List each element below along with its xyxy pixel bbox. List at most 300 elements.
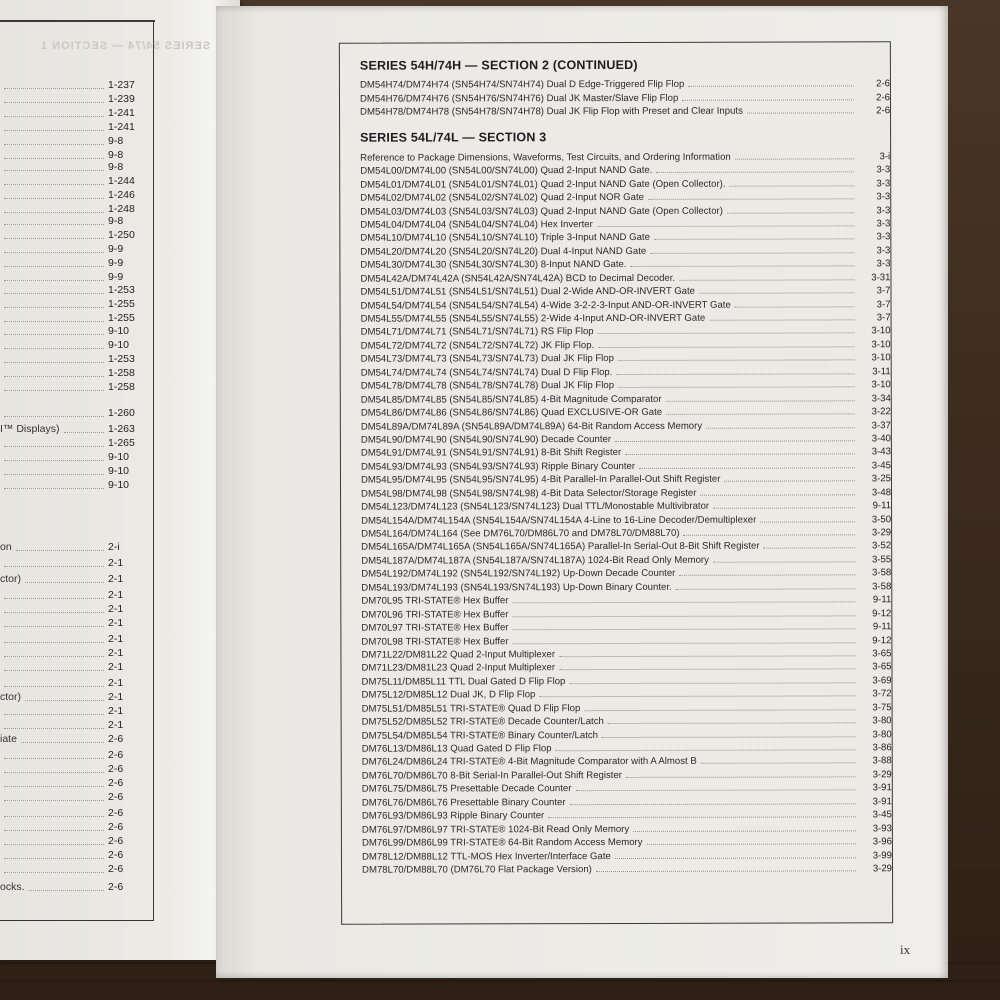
left-toc-entry (0, 270, 150, 284)
left-toc-entry (0, 572, 150, 586)
dot-leader (596, 870, 856, 872)
dot-leader (615, 440, 855, 442)
dot-leader (706, 427, 855, 428)
entry-page: 3-93 (872, 822, 892, 834)
dot-leader (4, 591, 104, 599)
entry-page: 2-1 (108, 633, 124, 645)
entry-page: 2-1 (108, 677, 124, 689)
dot-leader (4, 81, 104, 89)
entry-title: DM54L51/DM74L51 (SN54L51/SN74L51) Dual 2-Wide AND-OR-INVERT Gate (360, 285, 696, 298)
dot-leader (735, 158, 854, 159)
dot-leader (4, 217, 104, 225)
left-toc-entry (0, 120, 150, 134)
left-toc-entry (0, 92, 150, 106)
toc-entry (362, 753, 892, 768)
entry-page: 9-8 (108, 161, 124, 173)
entry-page: 2-6 (108, 749, 124, 761)
dot-leader (727, 212, 854, 213)
entry-title: DM70L98 TRI-STATE® Hex Buffer (361, 635, 509, 648)
dot-leader (633, 830, 856, 832)
dot-leader (4, 559, 104, 567)
entry-title: DM76L13/DM86L13 Quad Gated D Flip Flop (361, 743, 552, 755)
entry-title: DM76L70/DM86L70 8-Bit Serial-In Parallel-Out Shift Register (361, 769, 622, 782)
dot-leader (597, 225, 854, 227)
dot-leader (4, 163, 104, 171)
dot-leader (654, 239, 854, 241)
dot-leader (548, 817, 856, 819)
left-page-show-through-heading: SERIES 54/74 — SECTION 1 (40, 40, 211, 52)
dot-leader (4, 453, 104, 461)
entry-title: on (0, 541, 12, 553)
dot-leader (602, 736, 856, 738)
toc-entry (361, 458, 891, 473)
dot-leader (4, 369, 104, 377)
left-toc-entry (0, 106, 150, 120)
dot-leader (4, 649, 104, 657)
toc-entry (361, 377, 891, 392)
dot-leader (575, 790, 855, 792)
entry-page: 1-250 (108, 229, 135, 241)
toc-entry (360, 229, 890, 244)
entry-title: DM78L70/DM88L70 (DM76L70 Flat Package Version) (361, 864, 592, 876)
toc-entry (361, 404, 891, 419)
entry-title: DM54L78/DM74L78 (SN54L78/SN74L78) Dual JK Flip Flop (360, 380, 615, 392)
entry-page: 3-7 (876, 285, 891, 297)
toc-entry (360, 216, 890, 231)
toc-entry (361, 579, 891, 594)
dot-leader (4, 409, 104, 417)
dot-leader (598, 346, 854, 348)
entry-page: 2-6 (108, 849, 124, 861)
entry-title: DM54L71/DM74L71 (SN54L71/SN74L71) RS Flip Flop (360, 326, 594, 339)
entry-page: 1-241 (108, 107, 135, 119)
toc-entry (361, 538, 891, 553)
entry-page: 3-3 (876, 231, 891, 243)
dot-leader (21, 735, 104, 743)
entry-page: 2-1 (108, 589, 124, 601)
entry-page: 3-10 (871, 325, 891, 337)
entry-page: 3-10 (871, 352, 891, 364)
dot-leader (618, 360, 855, 362)
entry-page: 1-260 (108, 407, 135, 419)
entry-page: 1-246 (108, 189, 135, 201)
left-toc-entry (0, 78, 150, 92)
toc-entry (361, 605, 891, 620)
toc-entry (360, 90, 890, 105)
dot-leader (569, 682, 855, 684)
left-page (0, 0, 240, 960)
toc-entry (360, 149, 890, 164)
dot-leader (559, 669, 855, 671)
toc-entry (362, 740, 892, 755)
entry-page: 3-86 (872, 742, 892, 754)
left-toc-entry (0, 834, 150, 848)
dot-leader (648, 198, 854, 200)
entry-page: 1-241 (108, 121, 135, 133)
entry-title: DM71L23/DM81L23 Quad 2-Input Multiplexer (361, 662, 556, 675)
right-page (216, 6, 948, 978)
entry-title: DM75L52/DM85L52 TRI-STATE® Decade Counter/Latch (361, 716, 604, 728)
left-toc-entry (0, 616, 150, 630)
entry-title: DM76L76/DM86L76 Presettable Binary Counter (361, 796, 566, 809)
table-of-contents (360, 56, 892, 875)
toc-frame (339, 41, 893, 924)
entry-page: 2-1 (108, 647, 124, 659)
left-toc-entry (0, 450, 150, 464)
entry-title: DM54L165A/DM74L165A (SN54L165A/SN74L165A) Parallel-In Serial-Out 8-Bit Shift Register (361, 541, 760, 554)
dot-leader (747, 113, 854, 114)
dot-leader (570, 803, 856, 805)
entry-title: DM75L12/DM85L12 Dual JK, D Flip Flop (361, 689, 536, 701)
entry-title: DM78L12/DM88L12 TTL-MOS Hex Inverter/Interface Gate (361, 850, 611, 863)
entry-title: DM54L89A/DM74L89A (SN54L89A/DM74L89A) 64-Bit Random Access Memory (360, 420, 703, 433)
left-toc-entry (0, 776, 150, 790)
left-toc-entry (0, 406, 150, 420)
entry-page: 9-10 (108, 339, 130, 351)
entry-page: 3-3 (876, 258, 891, 270)
entry-title: DM54L193/DM74L193 (SN54L193/SN74L193) Up-Down Binary Counter. (361, 581, 672, 594)
entry-page: 1-237 (108, 79, 135, 91)
dot-leader (4, 151, 104, 159)
entry-page: 3-80 (872, 728, 892, 740)
dot-leader (4, 823, 104, 831)
dot-leader (4, 245, 104, 253)
entry-page: 1-258 (108, 381, 135, 393)
entry-title: DM54L42A/DM74L42A (SN54L42A/SN74L42A) BCD to Decimal Decoder. (360, 272, 676, 285)
dot-leader (4, 137, 104, 145)
left-toc-entry (0, 478, 150, 492)
entry-title: DM54L01/DM74L01 (SN54L01/SN74L01) Quad 2-Input NAND Gate (Open Collector). (360, 178, 726, 191)
toc-entry (361, 673, 891, 688)
dot-leader (4, 273, 104, 281)
dot-leader (512, 615, 855, 617)
entry-title: DM54L98/DM74L98 (SN54L98/SN74L98) 4-Bit Data Selector/Storage Register (361, 487, 697, 500)
entry-title: DM54L04/DM74L04 (SN54L04/SN74L04) Hex Inverter (360, 218, 593, 231)
left-toc-entry (0, 352, 150, 366)
entry-page: 3-7 (876, 312, 891, 324)
toc-entry (361, 525, 891, 540)
dot-leader (513, 628, 856, 630)
entry-page: 1-244 (108, 175, 135, 187)
left-toc-entry (0, 160, 150, 174)
entry-page: 3-3 (876, 177, 891, 189)
entry-title: DM54L10/DM74L10 (SN54L10/SN74L10) Triple 3-Input NAND Gate (360, 232, 650, 245)
toc-entry (361, 646, 891, 661)
dot-leader (650, 252, 854, 254)
dot-leader (4, 191, 104, 199)
toc-entry (361, 417, 891, 432)
entry-title: DM54L86/DM74L86 (SN54L86/SN74L86) Quad EXCLUSIVE-OR Gate (360, 406, 663, 419)
entry-title: DM54L30/DM74L30 (SN54L30/SN74L30) 8-Input NAND Gate. (360, 259, 627, 271)
toc-entry (361, 323, 891, 338)
left-toc-entry (0, 748, 150, 762)
left-toc-entry (0, 380, 150, 394)
toc-entry (361, 431, 891, 446)
entry-page: 2-1 (108, 603, 124, 615)
left-toc-entry (0, 556, 150, 570)
dot-leader (735, 306, 855, 307)
entry-title: DM54L164/DM74L164 (See DM76L70/DM86L70 and DM78L70/DM88L70) (361, 527, 680, 540)
left-toc-entry (0, 464, 150, 478)
section-heading: SERIES 54H/74H — SECTION 2 (CONTINUED) (359, 57, 638, 73)
entry-page: 3-75 (872, 701, 892, 714)
toc-entry (362, 834, 892, 849)
toc-entry (361, 592, 891, 607)
entry-page: 9-9 (108, 271, 124, 283)
toc-entry (361, 511, 891, 526)
entry-page: 3-48 (871, 486, 892, 499)
entry-page: 9-10 (108, 325, 130, 337)
toc-entry (362, 726, 892, 741)
entry-title: DM54L20/DM74L20 (SN54L20/SN74L20) Dual 4-Input NAND Gate (360, 245, 647, 258)
dot-leader (701, 763, 856, 764)
entry-title: DM71L22/DM81L22 Quad 2-Input Multiplexer (361, 649, 556, 661)
entry-page: 2-i (108, 541, 120, 553)
toc-entry (362, 794, 892, 809)
toc-entry (360, 175, 890, 190)
left-toc-entry (0, 602, 150, 616)
entry-page: 3-10 (871, 339, 891, 351)
entry-page: 1-253 (108, 353, 135, 365)
toc-entry (360, 243, 890, 258)
entry-title: DM75L54/DM85L54 TRI-STATE® Binary Counter/Latch (361, 729, 599, 742)
toc-entry (362, 713, 892, 728)
entry-title: ctor) (0, 573, 21, 585)
entry-page: 3-22 (871, 406, 891, 418)
left-toc-entry (0, 690, 150, 704)
entry-title: ctor) (0, 691, 21, 703)
left-toc-entry (0, 214, 150, 228)
entry-title: DM76L99/DM86L99 TRI-STATE® 64-Bit Random Access Memory (361, 836, 643, 849)
left-toc-entry (0, 660, 150, 674)
dot-leader (4, 793, 104, 801)
dot-leader (4, 619, 104, 627)
entry-page: 3-72 (872, 688, 892, 700)
entry-page: 3-11 (872, 366, 891, 378)
dot-leader (618, 387, 855, 389)
entry-page: 2-6 (108, 807, 124, 819)
dot-leader (539, 696, 855, 698)
entry-page: 3-3 (876, 218, 891, 230)
left-toc-entry (0, 762, 150, 776)
dot-leader (4, 721, 104, 729)
entry-page: 3-50 (871, 513, 892, 525)
dot-leader (4, 851, 104, 859)
entry-title: DM54L93/DM74L93 (SN54L93/SN74L93) Ripple Binary Counter (360, 460, 636, 473)
dot-leader (4, 467, 104, 475)
entry-page: 9-10 (108, 479, 130, 491)
dot-leader (25, 575, 104, 583)
left-toc-entry (0, 283, 150, 297)
entry-page: 2-6 (108, 733, 124, 745)
toc-entry (362, 767, 892, 782)
dot-leader (608, 722, 856, 724)
entry-page: 3-65 (872, 661, 892, 673)
dot-leader (656, 172, 854, 174)
dot-leader (4, 635, 104, 643)
entry-title: ocks. (0, 881, 25, 893)
toc-entry (361, 565, 891, 580)
entry-page: 2-6 (108, 821, 124, 833)
entry-title: DM70L97 TRI-STATE® Hex Buffer (361, 622, 509, 634)
entry-page: 3-69 (872, 675, 892, 687)
dot-leader (4, 341, 104, 349)
left-toc-entry (0, 848, 150, 862)
entry-page: 2-1 (108, 661, 124, 673)
entry-page: 2-6 (876, 105, 891, 117)
entry-title: DM54L192/DM74L192 (SN54L192/SN74L192) Up-Down Decade Counter (361, 568, 676, 580)
dot-leader (639, 467, 855, 469)
entry-page: 3-45 (872, 809, 892, 821)
entry-title: DM76L75/DM86L75 Presettable Decade Counter (361, 783, 572, 795)
dot-leader (64, 425, 104, 433)
entry-title: DM54L03/DM74L03 (SN54L03/SN74L03) Quad 2-Input NAND Gate (Open Collector) (360, 205, 723, 218)
toc-entry (361, 444, 891, 459)
left-toc-entry (0, 366, 150, 380)
entry-page: 9-8 (108, 135, 124, 147)
entry-page: 3-99 (872, 849, 892, 861)
entry-page: 2-6 (108, 881, 124, 893)
entry-page: 2-1 (108, 573, 124, 585)
entry-page: 3-7 (876, 298, 891, 310)
entry-page: 2-6 (108, 791, 124, 803)
entry-page: 9-12 (872, 607, 892, 619)
entry-page: 9-10 (108, 465, 130, 477)
left-toc-entry (0, 704, 150, 718)
entry-page: 3-3 (876, 191, 891, 203)
toc-entry (362, 861, 892, 876)
entry-title: DM75L51/DM85L51 TRI-STATE® Quad D Flip Flop (361, 702, 581, 715)
entry-page: 2-6 (876, 92, 891, 104)
page-number: ix (900, 942, 911, 957)
dot-leader (4, 355, 104, 363)
dot-leader (4, 231, 104, 239)
dot-leader (631, 266, 855, 268)
entry-page: 9-11 (872, 621, 892, 633)
entry-page: 1-263 (108, 423, 135, 435)
toc-entry (360, 76, 890, 91)
entry-page: 1-239 (108, 93, 135, 105)
left-toc-entry (0, 588, 150, 602)
dot-leader (4, 481, 104, 489)
left-toc-entry (0, 324, 150, 338)
entry-title: DM54L187A/DM74L187A (SN54L187A/SN74L187A) 1024-Bit Read Only Memory (361, 554, 709, 567)
dot-leader (4, 383, 104, 391)
entry-title: Reference to Package Dimensions, Waveforms, Test Circuits, and Ordering Information (360, 151, 731, 164)
toc-entry (361, 498, 891, 513)
section-heading: SERIES 54L/74L — SECTION 3 (360, 130, 547, 145)
entry-page: 2-1 (108, 557, 124, 569)
dot-leader (4, 837, 104, 845)
entry-title: DM54L55/DM74L55 (SN54L55/SN74L55) 2-Wide 4-Input AND-OR-INVERT Gate (360, 312, 706, 325)
dot-leader (4, 865, 104, 873)
left-toc-entry (0, 718, 150, 732)
dot-leader (4, 109, 104, 117)
dot-leader (4, 765, 104, 773)
toc-entry (361, 296, 891, 311)
dot-leader (25, 693, 104, 701)
entry-title: DM54L85/DM74L85 (SN54L85/SN74L85) 4-Bit Magnitude Comparator (360, 393, 662, 406)
left-toc-entry (0, 422, 150, 436)
entry-title: DM75L11/DM85L11 TTL Dual Gated D Flip Flop (361, 675, 566, 688)
left-toc-entry (0, 540, 150, 554)
dot-leader (666, 400, 855, 401)
entry-page: 3-29 (872, 769, 892, 781)
toc-entry (361, 390, 891, 405)
left-toc-entry (0, 806, 150, 820)
toc-entry (362, 820, 892, 835)
entry-page: 3-96 (872, 836, 892, 848)
left-toc-entry (0, 820, 150, 834)
dot-leader (598, 333, 855, 335)
toc-entry (362, 847, 892, 862)
entry-page: 1-253 (108, 284, 135, 296)
toc-entry (362, 780, 892, 795)
toc-entry (361, 552, 891, 567)
entry-page: 9-11 (872, 500, 892, 512)
entry-page: 1-265 (108, 437, 135, 449)
toc-entry (361, 310, 891, 325)
left-toc-entry (0, 436, 150, 450)
entry-page: 3-3 (876, 164, 891, 176)
entry-title: DM54L54/DM74L54 (SN54L54/SN74L54) 4-Wide 3-2-2-3-Input AND-OR-INVERT Gate (360, 299, 731, 312)
dot-leader (713, 507, 855, 508)
entry-title: DM76L93/DM86L93 Ripple Binary Counter (361, 810, 545, 822)
left-toc-entry (0, 338, 150, 352)
entry-page: 1-258 (108, 367, 135, 379)
dot-leader (4, 123, 104, 131)
dot-leader (559, 655, 855, 657)
entry-page: 9-8 (108, 215, 124, 227)
toc-entry (361, 659, 891, 674)
entry-page: 3-88 (872, 755, 892, 767)
entry-page: 1-248 (108, 203, 135, 215)
entry-title: DM54H76/DM74H76 (SN54H76/SN74H76) Dual JK Master/Slave Flip Flop (359, 92, 679, 105)
left-toc-entry (0, 297, 150, 311)
dot-leader (512, 602, 855, 604)
left-toc-entry (0, 188, 150, 202)
dot-leader (724, 481, 855, 482)
left-toc-entry (0, 134, 150, 148)
entry-title: DM54H78/DM74H78 (SN54H78/SN74H78) Dual JK Flip Flop with Preset and Clear Inputs (360, 105, 743, 118)
left-toc-entry (0, 862, 150, 876)
entry-page: 3-91 (872, 796, 892, 808)
left-toc-entry (0, 256, 150, 270)
entry-page: 2-1 (108, 691, 124, 703)
entry-title: DM54L90/DM74L90 (SN54L90/SN74L90) Decade Counter (360, 433, 612, 446)
entry-page: 2-6 (108, 763, 124, 775)
left-toc-entry (0, 174, 150, 188)
entry-page: 3-91 (872, 782, 892, 794)
dot-leader (647, 843, 856, 845)
toc-entry (361, 632, 891, 647)
dot-leader (4, 177, 104, 185)
entry-page: 3-34 (871, 392, 891, 404)
dot-leader (688, 86, 854, 87)
entry-page: 3-80 (872, 715, 892, 727)
entry-page: 9-8 (108, 149, 124, 161)
entry-page: 9-9 (108, 257, 124, 269)
entry-title: DM54L00/DM74L00 (SN54L00/SN74L00) Quad 2-Input NAND Gate. (360, 165, 653, 177)
toc-entry (361, 337, 891, 352)
dot-leader (713, 561, 855, 562)
entry-page: 3-29 (871, 527, 892, 539)
dot-leader (760, 521, 855, 522)
toc-entry (362, 686, 892, 701)
left-toc-entry (0, 790, 150, 804)
entry-title: DM70L96 TRI-STATE® Hex Buffer (361, 608, 509, 621)
toc-entry (360, 270, 890, 285)
